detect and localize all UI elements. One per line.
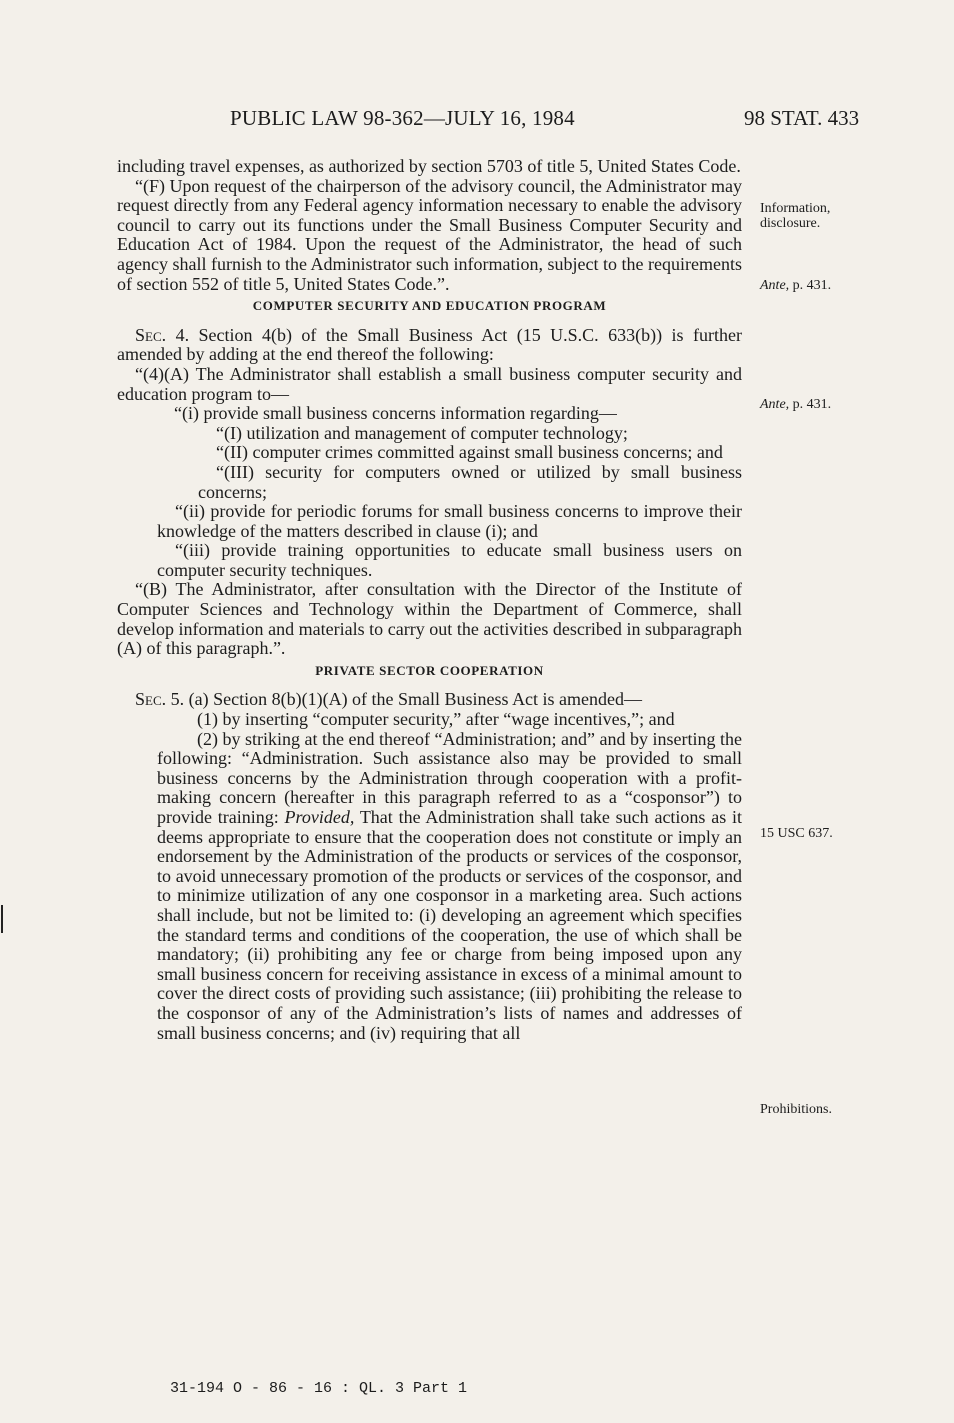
paragraph: “(B) The Administrator, after consultation with the Director of the Institute of Computer Sciences and Technology within the Department of Commerce, shall develop information and materials to carry out the activities described in subparagraph (A) of this paragraph.”. — [117, 579, 742, 659]
clause — [117, 730, 742, 1044]
section-text: 5. (a) Section 8(b)(1)(A) of the Small Business Act is amended— — [166, 689, 643, 710]
subclause: “(I) utilization and management of computer technology; — [216, 422, 628, 443]
margin-note-ante — [760, 278, 860, 293]
subclause: “(III) security for computers owned or utilized by small business concerns; — [198, 461, 742, 502]
clause: “(i) provide small business concerns information regarding— — [174, 403, 617, 424]
clause-text: That the Administration shall take such actions as it deems appropriate to ensure that the cooperation does not constitute or imply an endorsement by the Administration of the products or services of the cosponsor, to avoid unnecessary promotion of the products or services of the cosponsor, and to minimize utilization of any one cosponsor in a marketing area. Such actions shall include, but not be limited to: (i) developing an agreement which specifies the standard terms and conditions of the cooperation, the use of which shall be mandatory; (ii) prohibiting any fee or charge from being imposed upon any small business concern for receiving assistance in excess of a minimal amount to cover the direct costs of providing such assistance; (iii) prohibiting the release to the cosponsor of any of the Administration’s lists of names and addresses of small business concerns; and (iv) requiring that all — [157, 807, 742, 1043]
section-4 — [117, 326, 742, 365]
ante-page: p. 431. — [789, 397, 832, 412]
paragraph: “(F) Upon request of the chairperson of the advisory council, the Administrator may request directly from any Federal agency information necessary to enable the advisory council to carry out its functions under the Small Business Computer Security and Education Act of 1984. Upon the request of the Administrator, the head of such agency shall furnish to the Administrator such information, subject to the requirements of section 552 of title 5, United States Code.”. — [117, 175, 742, 294]
header-title: PUBLIC LAW 98-362—JULY 16, 1984 — [230, 106, 575, 130]
ante-italic: Ante, — [760, 397, 790, 412]
paragraph: including travel expenses, as authorized by section 5703 of title 5, United States Code. — [117, 156, 741, 176]
ante-italic: Ante, — [760, 278, 790, 293]
margin-note-ante — [760, 397, 860, 412]
clause-text: (2) by striking at the end thereof “Administration; and” and by inserting the following: “Administration. Such assistance also may be provided to small business concerns by the Administration through cooperation with a profit-making concern (hereafter in this paragraph referred to as a “cosponsor”) to provide training: — [157, 728, 742, 827]
clause: (1) by inserting “computer security,” after “wage incentives,”; and — [197, 709, 675, 730]
ante-page: p. 431. — [789, 278, 832, 293]
section-heading: PRIVATE SECTOR COOPERATION — [315, 662, 544, 678]
paragraph: “(4)(A) The Administrator shall establish a small business computer security and education program to— — [117, 363, 742, 404]
margin-note-usc: 15 USC 637. — [760, 826, 833, 841]
printer-footer: 31-194 O - 86 - 16 : QL. 3 Part 1 — [170, 1380, 468, 1397]
section-5 — [117, 690, 742, 710]
margin-note-information: Information, disclosure. — [760, 201, 831, 231]
section-text: 4. Section 4(b) of the Small Business Act (15 U.S.C. 633(b)) is further amended by adding at the end thereof the following: — [117, 324, 742, 365]
main-text — [117, 157, 742, 1043]
subclause: “(II) computer crimes committed against small business concerns; and — [216, 442, 723, 463]
section-heading: COMPUTER SECURITY AND EDUCATION PROGRAM — [252, 298, 607, 314]
scan-mark — [1, 905, 3, 933]
statute-page-number: 98 STAT. 433 — [744, 106, 860, 130]
section-label: Sec. — [135, 689, 167, 710]
page-header — [0, 106, 954, 136]
clause: “(iii) provide training opportunities to educate small business users on computer security techniques. — [157, 540, 742, 580]
section-label: Sec. — [135, 324, 167, 345]
margin-note-prohibitions: Prohibitions. — [760, 1102, 832, 1117]
clause: “(ii) provide for periodic forums for small business concerns to improve their knowledge of the matters described in clause (i); and — [157, 501, 742, 541]
italic-term: Provided, — [284, 807, 355, 827]
